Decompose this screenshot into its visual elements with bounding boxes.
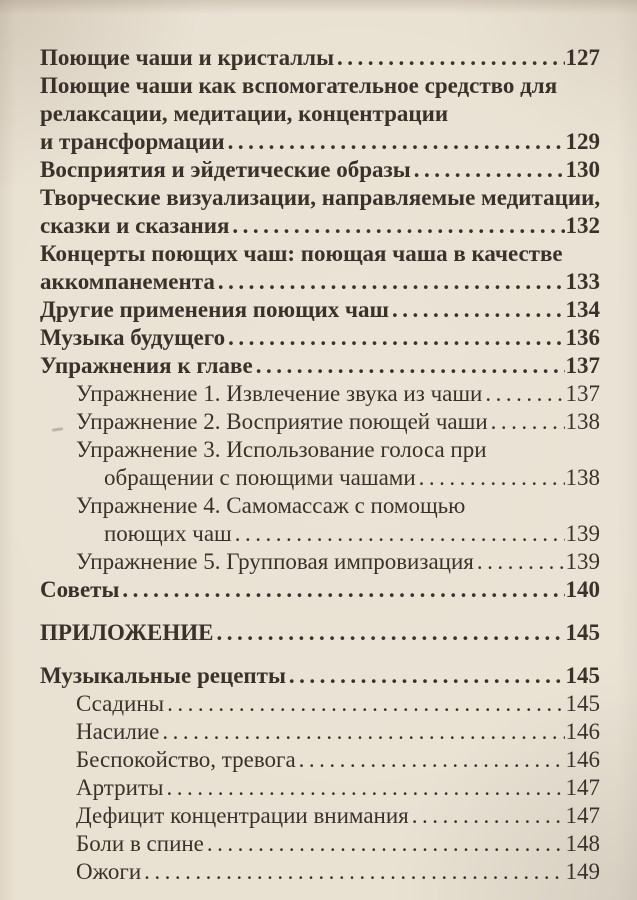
dot-leader [296, 746, 565, 774]
toc-entry [40, 858, 600, 886]
toc-entry [40, 718, 600, 746]
toc-entry-title: Советы [40, 577, 120, 602]
toc-line [40, 44, 600, 72]
toc-entry-title: Упражнение 3. Использование голоса при [76, 437, 487, 462]
toc-entry [40, 184, 600, 240]
dot-leader [229, 212, 564, 240]
toc-line [40, 436, 600, 464]
toc-line [40, 464, 600, 492]
toc-entry-title: Концерты поющих чаш: поющая чаша в качестве [40, 241, 563, 266]
toc-line [40, 802, 600, 830]
toc-entry [40, 548, 600, 576]
dot-leader [119, 576, 564, 604]
toc-line [40, 100, 600, 128]
dot-leader [215, 268, 565, 296]
toc-line [40, 212, 600, 240]
toc-entry-title: Музыка будущего [40, 325, 226, 350]
toc-entry-title: Поющие чаши и кристаллы [40, 45, 335, 70]
toc-page-number: 140 [565, 577, 600, 602]
toc-page-number: 139 [565, 521, 600, 546]
toc-line [40, 774, 600, 802]
dot-leader [474, 548, 565, 576]
toc-line [40, 548, 600, 576]
toc-line [40, 324, 600, 352]
toc-entry [40, 802, 600, 830]
toc-page-number: 145 [565, 663, 600, 688]
toc-page-number: 133 [565, 269, 600, 294]
toc-entry [40, 492, 600, 548]
toc-entry-title: Артриты [76, 775, 164, 800]
toc-entry [40, 746, 600, 774]
toc-line [40, 380, 600, 408]
dot-leader [409, 802, 565, 830]
toc-line [40, 830, 600, 858]
toc-line [40, 520, 600, 548]
toc-entry [40, 296, 600, 324]
dot-leader [389, 296, 565, 324]
toc-line [40, 240, 600, 268]
toc-entry-title: Упражнение 1. Извлечение звука из чаши [76, 381, 483, 406]
dot-leader [163, 774, 564, 802]
toc-page-number: 129 [565, 129, 600, 154]
toc-entry-title: Дефицит концентрации внимания [76, 803, 409, 828]
toc-entry-title: Насилие [76, 719, 160, 744]
toc-entry-title: Упражнение 4. Самомассаж с помощью [76, 493, 466, 518]
toc-entry [40, 240, 600, 296]
toc-entry-title: Упражнение 5. Групповая импровизация [76, 549, 474, 574]
toc-page-number: 148 [565, 831, 600, 856]
toc-page-number: 138 [565, 409, 600, 434]
dot-leader [141, 858, 564, 886]
toc-entry [40, 72, 600, 156]
toc-page-number: 139 [565, 549, 600, 574]
dot-leader [253, 352, 565, 380]
dot-leader [214, 619, 565, 647]
toc-line [40, 492, 600, 520]
toc-entry-title: Боли в спине [76, 831, 204, 856]
toc-entry-title: сказки и сказания [40, 213, 230, 238]
toc-line [40, 858, 600, 886]
toc-entry [40, 324, 600, 352]
toc-entry [40, 662, 600, 690]
toc-page-number: 149 [565, 859, 600, 884]
toc-line [40, 662, 600, 690]
toc-entry [40, 619, 600, 647]
dot-leader [232, 520, 565, 548]
toc-entry [40, 44, 600, 72]
toc-entry-title: аккомпанемента [40, 269, 215, 294]
dot-leader [488, 408, 565, 436]
toc-line [40, 128, 600, 156]
toc-line [40, 619, 600, 647]
toc-line [40, 72, 600, 100]
toc-entry-title: Упражнение 2. Восприятие поющей чаши [76, 409, 488, 434]
dot-leader [482, 380, 564, 408]
toc-page-number: 146 [565, 719, 600, 744]
toc-line [40, 408, 600, 436]
toc-line [40, 576, 600, 604]
toc-entry-title: Поющие чаши как вспомогательное средство для [40, 73, 558, 98]
dot-leader [225, 324, 564, 352]
toc-entry-title: Ссадины [76, 691, 165, 716]
toc-entry-title: Упражнения к главе [40, 353, 253, 378]
toc-line [40, 718, 600, 746]
toc-entry [40, 408, 600, 436]
toc-page-number: 132 [565, 213, 600, 238]
toc-page-number: 134 [565, 297, 600, 322]
toc-entry [40, 156, 600, 184]
dot-leader [164, 690, 564, 718]
toc-entry-title: и трансформации [40, 129, 225, 154]
toc-entry [40, 352, 600, 380]
toc-line [40, 184, 600, 212]
toc-page-number: 130 [565, 157, 600, 182]
toc-page-number: 147 [565, 803, 600, 828]
dot-leader [416, 464, 565, 492]
toc-line [40, 352, 600, 380]
toc-entry [40, 774, 600, 802]
toc-page-number: 145 [565, 691, 600, 716]
toc-page-number: 137 [565, 353, 600, 378]
toc-entry [40, 830, 600, 858]
toc-entry [40, 436, 600, 492]
toc-entry-title: обращении с поющими чашами [104, 465, 416, 490]
dot-leader [204, 830, 565, 858]
toc-page-number: 127 [565, 45, 600, 70]
toc-page-number: 147 [565, 775, 600, 800]
dot-leader [411, 156, 565, 184]
toc-entry [40, 380, 600, 408]
toc-entry-title: ПРИЛОЖЕНИЕ [40, 620, 214, 645]
toc-entry [40, 690, 600, 718]
dot-leader [159, 718, 564, 746]
toc-page-number: 136 [565, 325, 600, 350]
toc-page-number: 146 [565, 747, 600, 772]
toc-line [40, 156, 600, 184]
toc-line [40, 268, 600, 296]
toc-entry-title: Ожоги [76, 859, 142, 884]
dot-leader [225, 128, 565, 156]
toc-page-number: 137 [565, 381, 600, 406]
toc-line [40, 296, 600, 324]
toc-entry-title: Другие применения поющих чаш [40, 297, 389, 322]
toc-line [40, 746, 600, 774]
toc-entry-title: Музыкальные рецепты [40, 663, 286, 688]
toc-entry-title: поющих чаш [104, 521, 232, 546]
toc-entry-title: Творческие визуализации, направляемые медитации, [40, 185, 601, 210]
dot-leader [286, 662, 565, 690]
toc-page-number: 138 [565, 465, 600, 490]
toc-entry-title: Восприятия и эйдетические образы [40, 157, 411, 182]
table-of-contents [40, 44, 600, 886]
toc-entry-title: Беспокойство, тревога [76, 747, 296, 772]
toc-entry [40, 576, 600, 604]
toc-entry-title: релаксации, медитации, концентрации [40, 101, 449, 126]
dot-leader [334, 44, 564, 72]
toc-line [40, 690, 600, 718]
toc-page-number: 145 [565, 620, 600, 645]
